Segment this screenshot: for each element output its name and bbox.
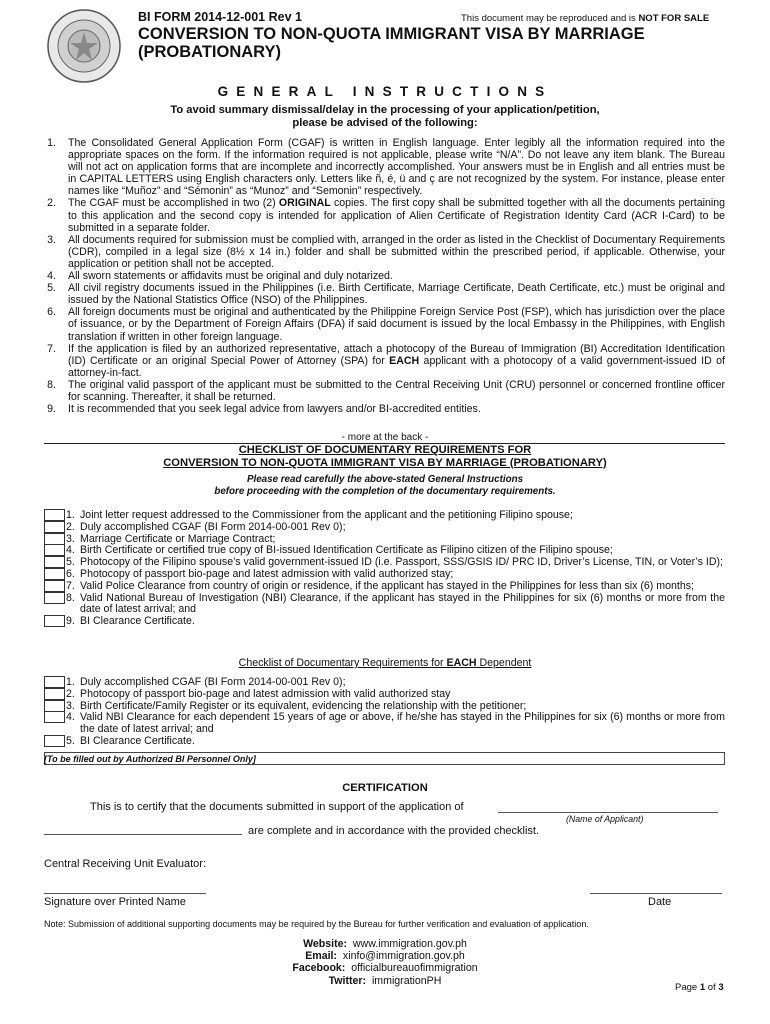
checklist-number: 3.	[66, 699, 75, 712]
instruction-number: 5.	[47, 282, 56, 295]
checklist-sub1: Please read carefully the above-stated General Instructions	[246, 474, 524, 485]
checkbox[interactable]	[44, 509, 65, 521]
instruction-text: All civil registry documents issued in the Philippines (i.e. Birth Certificate, Marriage Certificate, Death Certificate, etc.) must be original and issued by the National Statistics Office (NSO) of the Philippines.	[68, 282, 725, 307]
authorized-personnel-note: [To be filled out by Authorized BI Personnel Only]	[44, 754, 256, 764]
dependent-checklist	[44, 677, 725, 748]
dep-head-text: Checklist of Documentary Requirements for	[238, 657, 447, 669]
checklist-number: 5.	[66, 734, 75, 747]
checkbox[interactable]	[44, 580, 65, 592]
instruction-number: 9.	[47, 403, 56, 416]
sale-notice-text: This document may be reproduced and is	[461, 13, 636, 24]
instruction-text: It is recommended that you seek legal advice from lawyers and/or BI-accredited entities.	[68, 403, 481, 416]
instructions-list	[44, 137, 725, 415]
checkbox[interactable]	[44, 533, 65, 545]
dep-head-bold: EACH	[446, 657, 477, 669]
checklist-number: 2.	[66, 687, 75, 700]
checklist-text: Birth Certificate/Family Register or its equivalent, evidencing the relationship with the petitioner;	[80, 699, 527, 712]
checkbox[interactable]	[44, 544, 65, 556]
instruction-bold: ORIGINAL	[278, 197, 331, 210]
checklist-item	[44, 736, 725, 748]
checklist-text: Birth Certificate or certified true copy of BI-issued Identification Certificate as Filipino citizen of the Filipino spouse;	[80, 544, 613, 557]
checklist-number: 7.	[66, 579, 75, 592]
checklist-text: BI Clearance Certificate.	[80, 615, 195, 628]
page-prefix: Page	[675, 982, 698, 993]
checklist-number: 1.	[66, 676, 75, 688]
checklist-item	[44, 581, 725, 593]
dep-head-text: Dependent	[476, 657, 532, 669]
instruction-text: All foreign documents must be original and authenticated by the Philippine Foreign Service Post (FSP), which has jurisdiction over the place of issuance, or by the Department of Foreign Affairs (DFA) if said document is issued by the local Embassy in the Philippines, with English translation if written in other foreign language.	[68, 306, 725, 343]
instruction-number: 4.	[47, 270, 56, 283]
instruction-text: All documents required for submission must be complied with, arranged in the order as listed in the Checklist of Documentary Requirements (CDR), compiled in a legal size (8½ x 14 in.) folder and shall be submitted within the prescribed period, if applicable. Otherwise, your application or petition shall not be accepted.	[68, 233, 725, 270]
facebook-row	[0, 962, 770, 974]
form-title-line2: (PROBATIONARY)	[138, 43, 281, 61]
form-title	[138, 25, 698, 61]
instruction-number: 7.	[47, 342, 56, 355]
checklist-number: 5.	[66, 556, 75, 569]
general-instructions-heading: GENERAL INSTRUCTIONS	[217, 84, 553, 99]
instruction-number: 1.	[47, 137, 56, 149]
instruction-text: All sworn statements or affidavits must be original and duly notarized.	[68, 270, 393, 283]
applicant-name-field[interactable]	[498, 812, 718, 813]
certification-statement-end: are complete and in accordance with the provided checklist.	[248, 825, 540, 837]
certification-title: CERTIFICATION	[342, 782, 428, 794]
checklist-text: Photocopy of the Filipino spouse’s valid government-issued ID (i.e. Passport, SSS/GSIS ID/ PRC ID, Driver’s License, TIN, or Voter’s ID);	[80, 556, 723, 569]
checkbox[interactable]	[44, 688, 65, 700]
instruction-item	[44, 343, 725, 379]
facebook-label: Facebook:	[292, 962, 346, 975]
signature-field[interactable]	[44, 893, 206, 894]
checklist-item	[44, 689, 725, 701]
twitter-link[interactable]: immigrationPH	[371, 974, 442, 987]
email-link[interactable]: xinfo@immigration.gov.ph	[342, 950, 465, 963]
website-row	[0, 938, 770, 950]
applicant-name-caption: (Name of Applicant)	[566, 814, 644, 824]
checkbox[interactable]	[44, 568, 65, 580]
checkbox[interactable]	[44, 556, 65, 568]
form-id: BI FORM 2014-12-001 Rev 1	[138, 10, 302, 24]
checklist-text: Joint letter request addressed to the Commissioner from the applicant and the petitioning Filipino spouse;	[80, 509, 573, 521]
instruction-item	[44, 282, 725, 306]
instruction-item	[44, 197, 725, 233]
instruction-item	[44, 270, 725, 282]
checklist-text: Photocopy of passport bio-page and latest admission with valid authorized stay;	[80, 567, 454, 580]
footer-note: Note: Submission of additional supporting documents may be required by the Bureau for further verification and evaluation of application.	[44, 919, 589, 929]
checklist-number: 6.	[66, 567, 75, 580]
instructions-subheading	[0, 104, 770, 130]
checklist-number: 4.	[66, 544, 75, 557]
certification-statement: This is to certify that the documents submitted in support of the application of	[90, 801, 464, 813]
checklist-text: Photocopy of passport bio-page and latest admission with valid authorized stay	[80, 687, 451, 700]
checkbox[interactable]	[44, 700, 65, 712]
dependent-checklist-heading	[0, 657, 770, 669]
website-link[interactable]: www.immigration.gov.ph	[352, 938, 467, 950]
form-title-line1: CONVERSION TO NON-QUOTA IMMIGRANT VISA BY MARRIAGE	[138, 25, 645, 43]
page-number	[675, 982, 724, 993]
checklist-number: 2.	[66, 520, 75, 533]
instruction-text: The original valid passport of the applicant must be submitted to the Central Receiving Unit (CRU) personnel or concerned frontline officer for scanning. Thereafter, it shall be returned.	[68, 378, 725, 403]
checklist-sub2: before proceeding with the completion of the documentary requirements.	[214, 485, 556, 497]
instruction-item	[44, 403, 725, 415]
signature-label: Signature over Printed Name	[44, 896, 186, 908]
instruction-item	[44, 137, 725, 197]
email-label: Email:	[305, 950, 338, 963]
checklist-item	[44, 616, 725, 628]
checklist-number: 3.	[66, 532, 75, 545]
checkbox[interactable]	[44, 676, 65, 688]
checklist-number: 1.	[66, 509, 75, 521]
email-row	[0, 950, 770, 962]
checklist-text: BI Clearance Certificate.	[80, 734, 195, 747]
instruction-text: The Consolidated General Application Form (CGAF) is written in English language. Enter legibly all the information required into the appropriate spaces on the form. If the information required is not applicable, please write “N/A”. Do not leave any item blank. The Bureau will not act on application forms that are incomplete and incorrectly accomplished. Your answers must be in English and all entries must be in CAPITAL LETTERS using English characters only. Letters like ñ, é, ü and ç are not recognized by the system. For instance, please enter names like “Muñoz” and “Sémonin” as “Munoz” and “Semonin” respectively.	[68, 137, 725, 198]
bureau-seal-logo	[46, 8, 122, 84]
checklist-item	[44, 569, 725, 581]
checklist-number: 9.	[66, 615, 75, 628]
instruction-bold: EACH	[389, 354, 420, 367]
instruction-text: If the application is filed by an authorized representative, attach a photocopy of the Bureau of Immigration (BI) Accreditation Identification (ID) Certificate or an original Special Power of Attorney (SPA) for	[68, 342, 725, 367]
checklist-text: Duly accomplished CGAF (BI Form 2014-00-001 Rev 0);	[80, 676, 346, 688]
contact-info	[0, 938, 770, 987]
checklist-text: Marriage Certificate or Marriage Contract;	[80, 532, 276, 545]
checklist-title	[0, 444, 770, 469]
checkbox[interactable]	[44, 592, 65, 604]
facebook-link[interactable]: officialbureauofimmigration	[351, 962, 478, 975]
evaluator-label: Central Receiving Unit Evaluator:	[44, 858, 207, 870]
more-at-back: - more at the back -	[341, 432, 429, 443]
page-current: 1	[699, 982, 706, 993]
checklist-text: Valid National Bureau of Investigation (NBI) Clearance, if the applicant has stayed in the Philippines for six (6) months or more from the date of latest arrival; and	[80, 591, 725, 616]
checklist-text: Duly accomplished CGAF (BI Form 2014-00-001 Rev 0);	[80, 520, 346, 533]
twitter-row	[0, 975, 770, 987]
page-of: of	[707, 982, 716, 993]
instruction-number: 8.	[47, 378, 56, 391]
instructions-sub1: To avoid summary dismissal/delay in the processing of your application/petition,	[170, 104, 600, 116]
checklist-item	[44, 593, 725, 617]
applicant-name-continued-field[interactable]	[44, 834, 242, 835]
instruction-text: applicant with a photocopy of a valid government-issued ID of attorney-in-fact.	[68, 354, 725, 379]
checklist-text: Valid Police Clearance from country of origin or residence, if the applicant has stayed in the Philippines for less than six (6) months;	[80, 579, 694, 592]
instruction-number: 3.	[47, 233, 56, 246]
instruction-item	[44, 234, 725, 270]
twitter-label: Twitter:	[328, 974, 367, 987]
instruction-item	[44, 306, 725, 342]
instruction-text: The CGAF must be accomplished in two (2)	[68, 197, 279, 210]
instruction-number: 6.	[47, 306, 56, 319]
checklist-text: Valid NBI Clearance for each dependent 15 years of age or above, if he/she has stayed in the Philippines for six (6) months or more from the date of latest arrival; and	[80, 711, 725, 736]
checklist-item	[44, 712, 725, 736]
checkbox[interactable]	[44, 615, 65, 627]
checklist-item	[44, 522, 725, 534]
sale-notice	[461, 13, 709, 24]
checkbox[interactable]	[44, 521, 65, 533]
checkbox[interactable]	[44, 735, 65, 747]
checklist-subtitle	[0, 474, 770, 497]
checklist-number: 8.	[66, 591, 75, 604]
website-label: Website:	[303, 938, 348, 950]
applicant-checklist	[44, 510, 725, 628]
instruction-text: copies. The first copy shall be submitted together with all the documents pertaining to this application and the second copy is intended for application of Alien Certificate of Registration Identity Card (ACR I-Card) to be submitted in a separate folder.	[68, 197, 725, 234]
date-field[interactable]	[590, 893, 722, 894]
instruction-number: 2.	[47, 197, 56, 210]
checklist-title-line1: CHECKLIST OF DOCUMENTARY REQUIREMENTS FOR	[238, 444, 532, 456]
instructions-sub2: please be advised of the following:	[292, 117, 478, 129]
checklist-number: 4.	[66, 711, 75, 724]
checkbox[interactable]	[44, 711, 65, 723]
date-label: Date	[648, 896, 672, 908]
checklist-title-line2: CONVERSION TO NON-QUOTA IMMIGRANT VISA BY MARRIAGE (PROBATIONARY)	[163, 456, 607, 469]
instruction-item	[44, 379, 725, 403]
sale-notice-bold: NOT FOR SALE	[638, 13, 710, 24]
page-total: 3	[718, 982, 724, 993]
